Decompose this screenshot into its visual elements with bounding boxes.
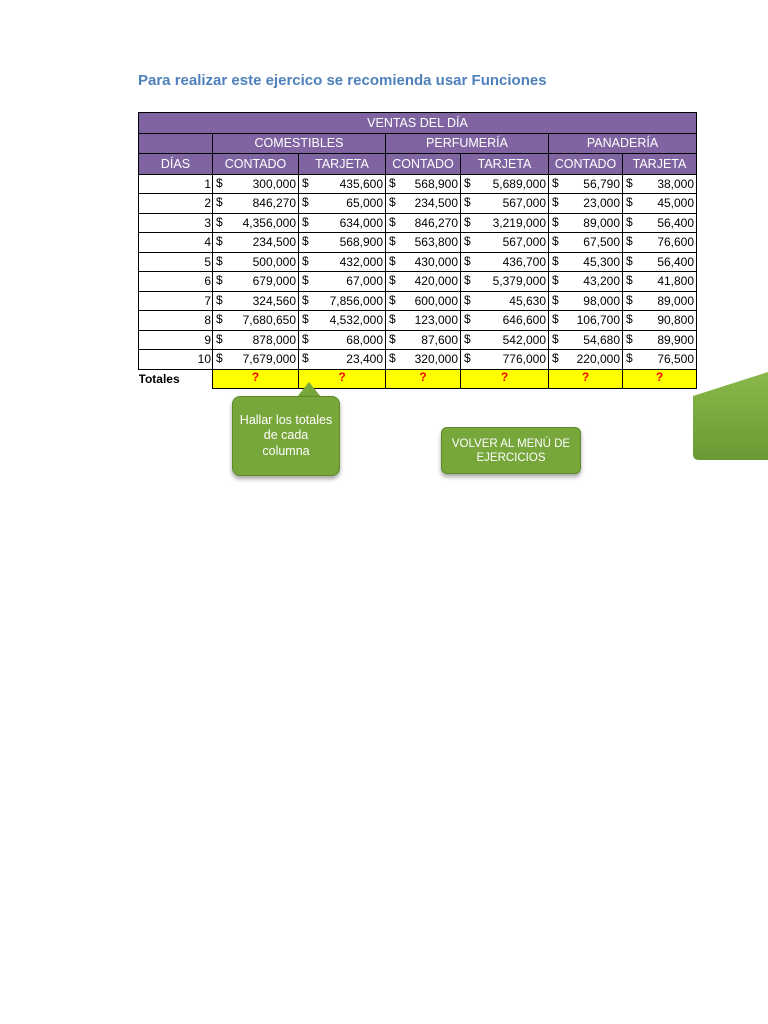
group-header-panaderia: PANADERÍA	[549, 133, 697, 154]
amount-value: 54,680	[583, 332, 620, 347]
cell-perfumeria-contado	[386, 174, 461, 194]
cell-panaderia-tarjeta	[623, 194, 697, 214]
amount-value: 846,270	[252, 196, 296, 211]
sub-header-contado: CONTADO	[213, 154, 299, 175]
amount-value: 846,270	[414, 215, 458, 230]
amount-value: 87,600	[421, 332, 458, 347]
amount-value: 5,379,000	[492, 274, 546, 289]
amount-value: 7,856,000	[329, 293, 383, 308]
cell-comestibles-contado	[213, 233, 299, 253]
currency-symbol: $	[216, 195, 223, 209]
amount-value: 45,300	[583, 254, 620, 269]
cell-perfumeria-tarjeta	[461, 350, 549, 370]
amount-value: 65,000	[346, 196, 383, 211]
table-row	[139, 233, 697, 253]
amount-value: 98,000	[583, 293, 620, 308]
amount-value: 435,600	[339, 176, 383, 191]
sub-header-tarjeta: TARJETA	[623, 154, 697, 175]
total-cell-panaderia-contado[interactable]: ?	[549, 369, 623, 389]
amount-value: 542,000	[502, 332, 546, 347]
amount-value: 23,400	[346, 352, 383, 367]
cell-perfumeria-tarjeta	[461, 311, 549, 331]
cell-panaderia-contado	[549, 272, 623, 292]
total-cell-comestibles-tarjeta[interactable]: ?	[299, 369, 386, 389]
cell-comestibles-contado	[213, 174, 299, 194]
amount-value: 776,000	[502, 352, 546, 367]
amount-value: 568,900	[339, 235, 383, 250]
amount-value: 5,689,000	[492, 176, 546, 191]
cell-panaderia-contado	[549, 233, 623, 253]
day-number: 6	[139, 272, 213, 292]
currency-symbol: $	[552, 253, 559, 268]
amount-value: 67,500	[583, 235, 620, 250]
table-title-row	[139, 113, 697, 134]
amount-value: 320,000	[414, 352, 458, 367]
table-row	[139, 174, 697, 194]
amount-value: 634,000	[339, 215, 383, 230]
back-to-menu-label: VOLVER AL MENÚ DE EJERCICIOS	[451, 437, 571, 464]
cell-panaderia-contado	[549, 174, 623, 194]
amount-value: 234,500	[252, 235, 296, 250]
cell-perfumeria-tarjeta	[461, 330, 549, 350]
cell-perfumeria-contado	[386, 213, 461, 233]
currency-symbol: $	[626, 273, 633, 287]
cell-panaderia-tarjeta	[623, 272, 697, 292]
currency-symbol: $	[552, 214, 559, 229]
sub-header-contado: CONTADO	[549, 154, 623, 175]
total-cell-panaderia-tarjeta[interactable]: ?	[623, 369, 697, 389]
cell-comestibles-contado	[213, 311, 299, 331]
days-header: DÍAS	[139, 154, 213, 175]
currency-symbol: $	[216, 234, 223, 248]
currency-symbol: $	[302, 253, 309, 268]
cell-perfumeria-contado	[386, 330, 461, 350]
cell-comestibles-contado	[213, 272, 299, 292]
currency-symbol: $	[464, 253, 471, 268]
hint-callout-text: Hallar los totales de cada columna	[239, 412, 333, 458]
sub-header-contado: CONTADO	[386, 154, 461, 175]
totals-row	[139, 369, 697, 389]
back-to-menu-button[interactable]	[441, 427, 581, 474]
day-number: 9	[139, 330, 213, 350]
amount-value: 56,790	[583, 176, 620, 191]
amount-value: 76,500	[657, 352, 695, 367]
total-cell-comestibles-contado[interactable]: ?	[213, 369, 299, 389]
cell-comestibles-contado	[213, 291, 299, 311]
cell-perfumeria-tarjeta	[461, 213, 549, 233]
cell-perfumeria-contado	[386, 350, 461, 370]
cell-panaderia-tarjeta	[623, 252, 697, 272]
cell-perfumeria-contado	[386, 194, 461, 214]
currency-symbol: $	[389, 214, 396, 229]
amount-value: 432,000	[339, 254, 383, 269]
currency-symbol: $	[302, 312, 309, 326]
currency-symbol: $	[464, 234, 471, 248]
amount-value: 45,630	[509, 293, 546, 308]
amount-value: 7,680,650	[242, 313, 296, 328]
hint-callout	[232, 396, 340, 476]
cell-panaderia-tarjeta	[623, 233, 697, 253]
group-header-perfumeria: PERFUMERÍA	[386, 133, 549, 154]
currency-symbol: $	[216, 253, 223, 268]
currency-symbol: $	[216, 331, 223, 346]
amount-value: 878,000	[252, 332, 296, 347]
amount-value: 568,900	[414, 176, 458, 191]
day-number: 2	[139, 194, 213, 214]
currency-symbol: $	[552, 331, 559, 346]
amount-value: 56,400	[657, 254, 695, 269]
amount-value: 436,700	[502, 254, 546, 269]
currency-symbol: $	[464, 214, 471, 229]
cell-comestibles-tarjeta	[299, 252, 386, 272]
cell-comestibles-tarjeta	[299, 213, 386, 233]
amount-value: 567,000	[502, 196, 546, 211]
currency-symbol: $	[389, 312, 396, 326]
day-number: 10	[139, 350, 213, 370]
cell-comestibles-tarjeta	[299, 311, 386, 331]
cell-comestibles-tarjeta	[299, 233, 386, 253]
currency-symbol: $	[464, 331, 471, 346]
cell-panaderia-contado	[549, 311, 623, 331]
cell-perfumeria-contado	[386, 291, 461, 311]
cell-perfumeria-tarjeta	[461, 272, 549, 292]
amount-value: 234,500	[414, 196, 458, 211]
sub-header-tarjeta: TARJETA	[299, 154, 386, 175]
cell-comestibles-tarjeta	[299, 272, 386, 292]
amount-value: 123,000	[414, 313, 458, 328]
currency-symbol: $	[552, 175, 559, 190]
currency-symbol: $	[464, 312, 471, 326]
group-header-blank	[139, 133, 213, 154]
amount-value: 646,600	[502, 313, 546, 328]
table-row	[139, 272, 697, 292]
currency-symbol: $	[626, 292, 633, 307]
amount-value: 420,000	[414, 274, 458, 289]
table-row	[139, 350, 697, 370]
group-header-row	[139, 133, 697, 154]
currency-symbol: $	[302, 273, 309, 287]
amount-value: 68,000	[346, 332, 383, 347]
amount-value: 67,000	[346, 274, 383, 289]
total-cell-perfumeria-contado[interactable]: ?	[386, 369, 461, 389]
amount-value: 3,219,000	[492, 215, 546, 230]
day-number: 4	[139, 233, 213, 253]
totals-label: Totales	[138, 372, 180, 386]
cell-perfumeria-tarjeta	[461, 252, 549, 272]
table-title: VENTAS DEL DÍA	[139, 113, 697, 134]
cell-comestibles-tarjeta	[299, 174, 386, 194]
currency-symbol: $	[216, 214, 223, 229]
table-row	[139, 330, 697, 350]
cell-comestibles-contado	[213, 213, 299, 233]
amount-value: 430,000	[414, 254, 458, 269]
currency-symbol: $	[552, 273, 559, 287]
currency-symbol: $	[626, 214, 633, 229]
currency-symbol: $	[464, 175, 471, 190]
cell-comestibles-contado	[213, 330, 299, 350]
amount-value: 45,000	[657, 196, 695, 211]
cell-panaderia-tarjeta	[623, 350, 697, 370]
currency-symbol: $	[626, 312, 633, 326]
currency-symbol: $	[302, 214, 309, 229]
currency-symbol: $	[626, 195, 633, 209]
cell-panaderia-contado	[549, 194, 623, 214]
amount-value: 89,900	[657, 332, 695, 347]
cell-panaderia-tarjeta	[623, 291, 697, 311]
currency-symbol: $	[389, 331, 396, 346]
currency-symbol: $	[552, 292, 559, 307]
amount-value: 76,600	[657, 235, 695, 250]
cell-comestibles-contado	[213, 252, 299, 272]
day-number: 3	[139, 213, 213, 233]
currency-symbol: $	[302, 175, 309, 190]
cell-perfumeria-contado	[386, 233, 461, 253]
currency-symbol: $	[389, 195, 396, 209]
sales-table	[138, 112, 697, 389]
currency-symbol: $	[389, 273, 396, 287]
amount-value: 679,000	[252, 274, 296, 289]
cell-comestibles-tarjeta	[299, 194, 386, 214]
cell-perfumeria-contado	[386, 252, 461, 272]
currency-symbol: $	[302, 292, 309, 307]
currency-symbol: $	[389, 175, 396, 190]
sub-header-row	[139, 154, 697, 175]
currency-symbol: $	[302, 234, 309, 248]
table-row	[139, 252, 697, 272]
currency-symbol: $	[216, 312, 223, 326]
cell-panaderia-tarjeta	[623, 330, 697, 350]
cell-panaderia-contado	[549, 330, 623, 350]
amount-value: 38,000	[657, 176, 695, 191]
amount-value: 41,800	[657, 274, 695, 289]
amount-value: 89,000	[657, 293, 695, 308]
currency-symbol: $	[302, 195, 309, 209]
day-number: 1	[139, 174, 213, 194]
cell-panaderia-contado	[549, 291, 623, 311]
cell-comestibles-contado	[213, 350, 299, 370]
amount-value: 56,400	[657, 215, 695, 230]
cell-perfumeria-tarjeta	[461, 291, 549, 311]
currency-symbol: $	[552, 195, 559, 209]
currency-symbol: $	[552, 312, 559, 326]
cell-comestibles-tarjeta	[299, 330, 386, 350]
amount-value: 324,560	[252, 293, 296, 308]
table-row	[139, 291, 697, 311]
cell-panaderia-contado	[549, 350, 623, 370]
cell-panaderia-tarjeta	[623, 311, 697, 331]
currency-symbol: $	[626, 351, 633, 365]
currency-symbol: $	[389, 253, 396, 268]
currency-symbol: $	[626, 234, 633, 248]
amount-value: 300,000	[252, 176, 296, 191]
cell-comestibles-tarjeta	[299, 291, 386, 311]
currency-symbol: $	[302, 331, 309, 346]
amount-value: 500,000	[252, 254, 296, 269]
currency-symbol: $	[626, 175, 633, 190]
table-row	[139, 213, 697, 233]
cell-panaderia-contado	[549, 213, 623, 233]
currency-symbol: $	[216, 273, 223, 287]
amount-value: 567,000	[502, 235, 546, 250]
currency-symbol: $	[464, 292, 471, 307]
amount-value: 89,000	[583, 215, 620, 230]
amount-value: 43,200	[583, 274, 620, 289]
day-number: 5	[139, 252, 213, 272]
currency-symbol: $	[216, 175, 223, 190]
currency-symbol: $	[464, 351, 471, 365]
currency-symbol: $	[216, 351, 223, 365]
cell-comestibles-contado	[213, 194, 299, 214]
day-number: 8	[139, 311, 213, 331]
amount-value: 563,800	[414, 235, 458, 250]
currency-symbol: $	[464, 195, 471, 209]
day-number: 7	[139, 291, 213, 311]
currency-symbol: $	[216, 292, 223, 307]
amount-value: 7,679,000	[242, 352, 296, 367]
cell-comestibles-tarjeta	[299, 350, 386, 370]
amount-value: 106,700	[576, 313, 620, 328]
cell-perfumeria-tarjeta	[461, 233, 549, 253]
sub-header-tarjeta: TARJETA	[461, 154, 549, 175]
group-header-comestibles: COMESTIBLES	[213, 133, 386, 154]
total-cell-perfumeria-tarjeta[interactable]: ?	[461, 369, 549, 389]
cell-panaderia-tarjeta	[623, 213, 697, 233]
currency-symbol: $	[464, 273, 471, 287]
cell-panaderia-contado	[549, 252, 623, 272]
amount-value: 90,800	[657, 313, 695, 328]
currency-symbol: $	[552, 234, 559, 248]
page-heading: Para realizar este ejercico se recomienda usar Funciones	[138, 72, 547, 89]
amount-value: 600,000	[414, 293, 458, 308]
currency-symbol: $	[389, 234, 396, 248]
right-arrow-icon[interactable]	[693, 372, 768, 460]
amount-value: 4,532,000	[329, 313, 383, 328]
currency-symbol: $	[302, 351, 309, 365]
currency-symbol: $	[389, 292, 396, 307]
currency-symbol: $	[389, 351, 396, 365]
callout-pointer	[297, 382, 321, 397]
cell-perfumeria-tarjeta	[461, 194, 549, 214]
cell-panaderia-tarjeta	[623, 174, 697, 194]
currency-symbol: $	[626, 253, 633, 268]
currency-symbol: $	[626, 331, 633, 346]
cell-perfumeria-contado	[386, 272, 461, 292]
amount-value: 23,000	[583, 196, 620, 211]
table-row	[139, 311, 697, 331]
amount-value: 4,356,000	[242, 215, 296, 230]
currency-symbol: $	[552, 351, 559, 365]
table-row	[139, 194, 697, 214]
cell-perfumeria-tarjeta	[461, 174, 549, 194]
cell-perfumeria-contado	[386, 311, 461, 331]
amount-value: 220,000	[576, 352, 620, 367]
